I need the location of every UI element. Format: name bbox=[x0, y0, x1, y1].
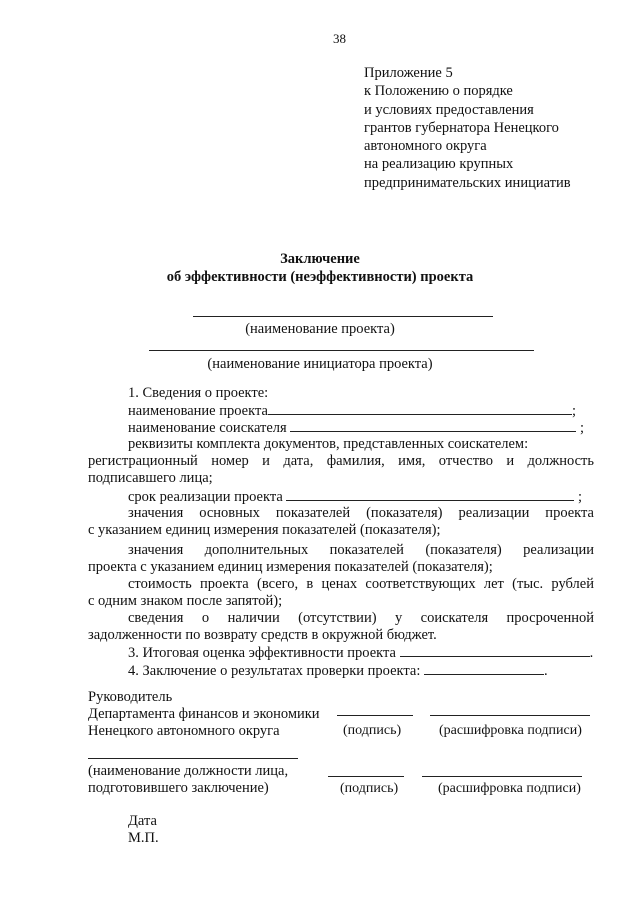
head-decode-line bbox=[430, 715, 590, 716]
project-cost-line-2: с одним знаком после запятой); bbox=[88, 593, 283, 609]
reg-number-line-2: подписавшего лица; bbox=[88, 470, 213, 486]
preparer-decode-caption: (расшифровка подписи) bbox=[438, 781, 581, 796]
seal-label: М.П. bbox=[128, 830, 159, 846]
project-term-field bbox=[286, 487, 574, 501]
document-title: Заключение bbox=[280, 251, 360, 267]
project-term-label: срок реализации проекта bbox=[128, 489, 283, 505]
date-label: Дата bbox=[128, 813, 157, 829]
appendix-reference bbox=[364, 64, 571, 192]
head-title-line-1: Руководитель bbox=[88, 689, 173, 705]
debt-info-line-2: задолженности по возврату средств в окружной бюджет. bbox=[88, 627, 437, 643]
preparer-caption-line-1: (наименование должности лица, bbox=[88, 763, 289, 779]
project-cost-line-1: стоимость проекта (всего, в ценах соответствующих лет (тыс. рублей bbox=[128, 576, 594, 592]
initiator-name-caption: (наименование инициатора проекта) bbox=[207, 356, 433, 372]
dot: . bbox=[589, 645, 594, 661]
document-subtitle: об эффективности (неэффективности) проекта bbox=[166, 269, 474, 285]
head-signature-caption: (подпись) bbox=[343, 723, 402, 738]
appendix-line: грантов губернатора Ненецкого bbox=[364, 119, 559, 136]
page-number: 38 bbox=[333, 31, 346, 46]
applicant-name-label: наименование соискателя bbox=[128, 420, 287, 436]
project-name-line bbox=[193, 316, 493, 317]
dot: . bbox=[544, 663, 548, 679]
appendix-line: автономного округа bbox=[364, 138, 487, 155]
additional-indicators-line-2: проекта с указанием единиц измерения показателей (показателя); bbox=[88, 559, 493, 575]
preparer-signature-line bbox=[328, 776, 404, 777]
main-indicators-line-2: с указанием единиц измерения показателей (показателя); bbox=[88, 522, 441, 538]
applicant-name-field bbox=[290, 418, 576, 432]
appendix-line: и условиях предоставления bbox=[364, 101, 534, 118]
semicolon: ; bbox=[579, 420, 584, 436]
head-decode-caption: (расшифровка подписи) bbox=[439, 723, 582, 738]
section-1-heading: 1. Сведения о проекте: bbox=[128, 385, 269, 401]
final-assessment-field bbox=[400, 643, 590, 657]
preparer-signature-caption: (подпись) bbox=[340, 781, 399, 796]
preparer-position-line bbox=[88, 758, 298, 759]
project-name-caption: (наименование проекта) bbox=[245, 321, 395, 337]
section-3-row bbox=[128, 643, 593, 662]
section-3-label: 3. Итоговая оценка эффективности проекта bbox=[128, 645, 396, 661]
semicolon: ; bbox=[578, 489, 583, 505]
appendix-line: на реализацию крупных bbox=[364, 156, 514, 173]
section-4-label: 4. Заключение о результатах проверки проекта: bbox=[128, 663, 421, 679]
head-title-line-3: Ненецкого автономного округа bbox=[88, 723, 280, 739]
debt-info-line-1: сведения о наличии (отсутствии) у соискателя просроченной bbox=[128, 610, 594, 626]
preparer-decode-line bbox=[422, 776, 582, 777]
project-name-field bbox=[268, 401, 572, 415]
head-signature-line bbox=[337, 715, 413, 716]
main-indicators-line-1: значения основных показателей (показателя) реализации проекта bbox=[128, 505, 594, 521]
appendix-line: Приложение 5 bbox=[364, 65, 453, 81]
project-name-label: наименование проекта bbox=[128, 403, 268, 419]
appendix-line: предпринимательских инициатив bbox=[364, 174, 571, 191]
conclusion-field bbox=[424, 661, 544, 675]
additional-indicators-line-1: значения дополнительных показателей (показателя) реализации bbox=[128, 542, 594, 558]
docs-requisites-line: реквизиты комплекта документов, представленных соискателем: bbox=[128, 436, 529, 452]
semicolon: ; bbox=[571, 403, 576, 419]
appendix-line: к Положению о порядке bbox=[364, 83, 513, 100]
initiator-name-line bbox=[149, 350, 534, 351]
head-title-line-2: Департамента финансов и экономики bbox=[88, 706, 320, 722]
section-4-row bbox=[128, 661, 548, 680]
preparer-caption-line-2: подготовившего заключение) bbox=[88, 780, 269, 796]
reg-number-line-1: регистрационный номер и дата, фамилия, имя, отчество и должность bbox=[88, 453, 594, 469]
